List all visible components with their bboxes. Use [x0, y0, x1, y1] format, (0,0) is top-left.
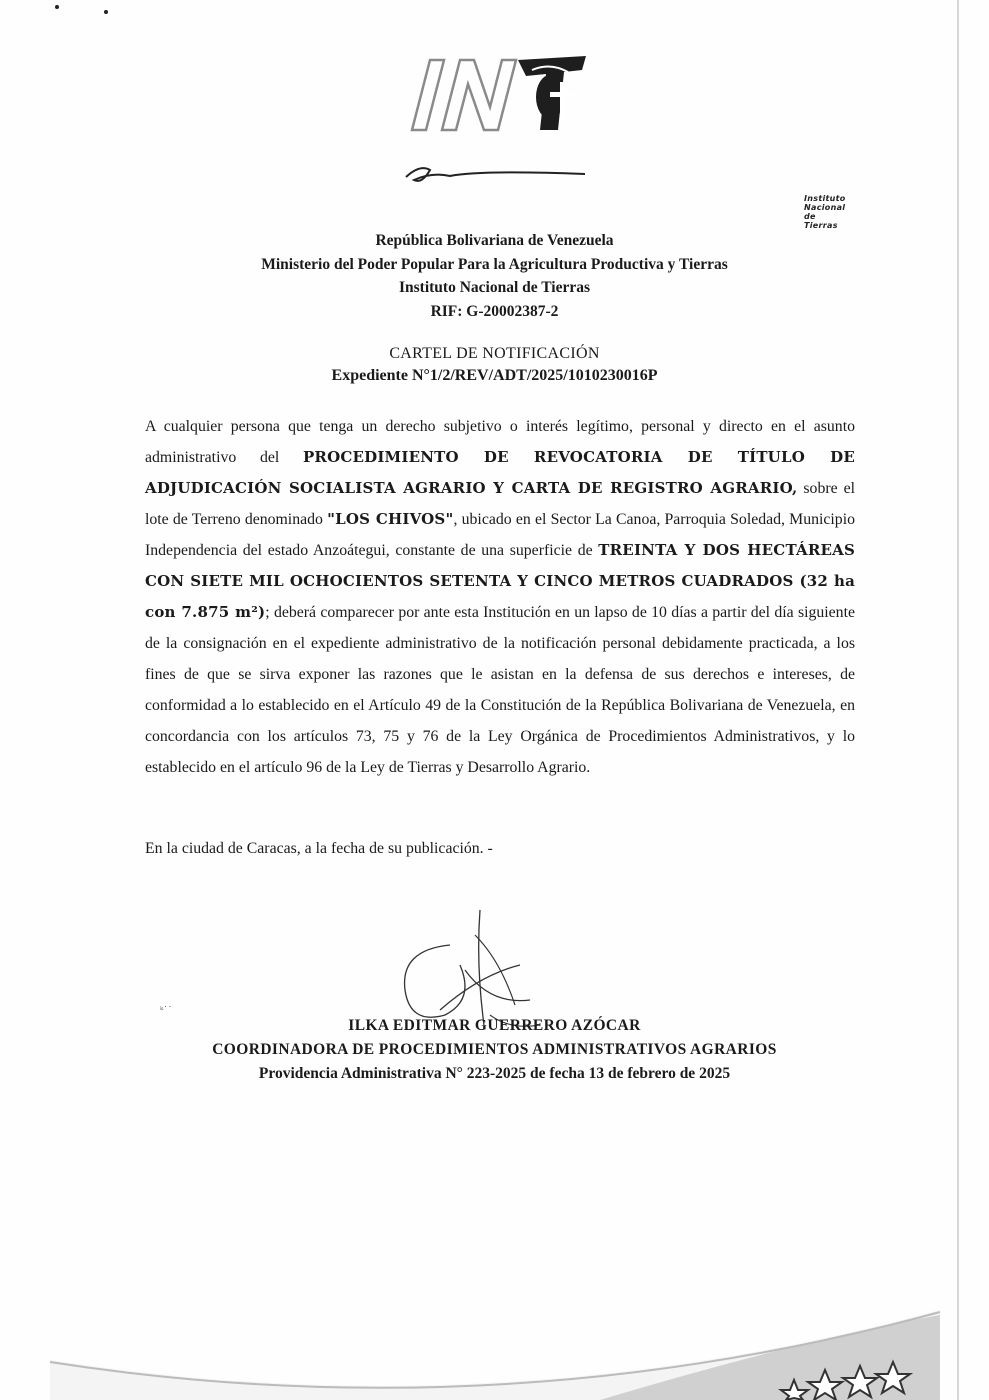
- surface-area: TREINTA Y DOS HECTÁREAS CON SIETE MIL OCHOCIENTOS SETENTA Y CINCO METROS CUADRADOS (32 ha con 7.875 m²): [145, 541, 856, 621]
- notice-body-paragraph: [145, 411, 855, 783]
- notice-title-block: [0, 343, 989, 387]
- page-edge: [957, 0, 959, 1400]
- footer-stars-decoration: [0, 1300, 989, 1400]
- header-country: República Bolivariana de Venezuela: [375, 232, 614, 249]
- int-logo-icon: [400, 52, 595, 192]
- body-text-segment: , ubicado en el Sector La Canoa, Parroquia Soledad, Municipio Independencia del estado Anzoátegui, constante de una superficie de: [145, 511, 855, 559]
- notice-title: CARTEL DE NOTIFICACIÓN: [389, 345, 600, 362]
- scan-speck: [55, 5, 59, 9]
- scan-speck: [104, 10, 108, 14]
- procedure-name: PROCEDIMIENTO DE REVOCATORIA DE TÍTULO DE ADJUDICACIÓN SOCIALISTA AGRARIO Y CARTA DE REGISTRO AGRARIO,: [145, 448, 855, 497]
- header-rif: RIF: G-20002387-2: [430, 302, 559, 320]
- scan-mark: ᵏ˙˙: [160, 1006, 173, 1016]
- body-text-segment: ; deberá comparecer por ante esta Institución en un lapso de 10 días a partir del día siguiente de la consignación en el expediente administrativo de la notificación personal debidamente practicada, a los fines de que se sirva exponer las razones que le asistan en la defensa de sus derechos e intereses, de conformidad a lo establecido en el Artículo 49 de la Constitución de la República Bolivariana de Venezuela, en concordancia con los artículos 73, 75 y 76 de la Ley Orgánica de Procedimientos Administrativos, y lo establecido en el artículo 96 de la Ley de Tierras y Desarrollo Agrario.: [145, 604, 855, 776]
- signer-providencia: Providencia Administrativa N° 223-2025 de fecha 13 de febrero de 2025: [258, 1065, 731, 1082]
- header-institute: Instituto Nacional de Tierras: [398, 279, 591, 296]
- logo-caption: Instituto Nacional de Tierras: [804, 194, 846, 230]
- expediente-number: Expediente N°1/2/REV/ADT/2025/1010230016P: [331, 367, 658, 384]
- header-ministry: Ministerio del Poder Popular Para la Agricultura Productiva y Tierras: [261, 255, 728, 273]
- int-logo: [400, 52, 846, 230]
- body-text-segment: sobre el lote de Terreno denominado: [145, 480, 855, 528]
- body-text-segment: A cualquier persona que tenga un derecho subjetivo o interés legítimo, personal y directo en el asunto administrativo del: [145, 418, 855, 466]
- closing-line: En la ciudad de Caracas, a la fecha de su publicación. -: [145, 840, 493, 857]
- lot-name: "LOS CHIVOS": [327, 510, 454, 528]
- signer-name: ILKA EDITMAR GUERRERO AZÓCAR: [348, 1017, 641, 1034]
- signer-role: COORDINADORA DE PROCEDIMIENTOS ADMINISTRATIVOS AGRARIOS: [212, 1041, 777, 1058]
- institution-header: [0, 229, 989, 323]
- signer-block: [0, 1014, 989, 1086]
